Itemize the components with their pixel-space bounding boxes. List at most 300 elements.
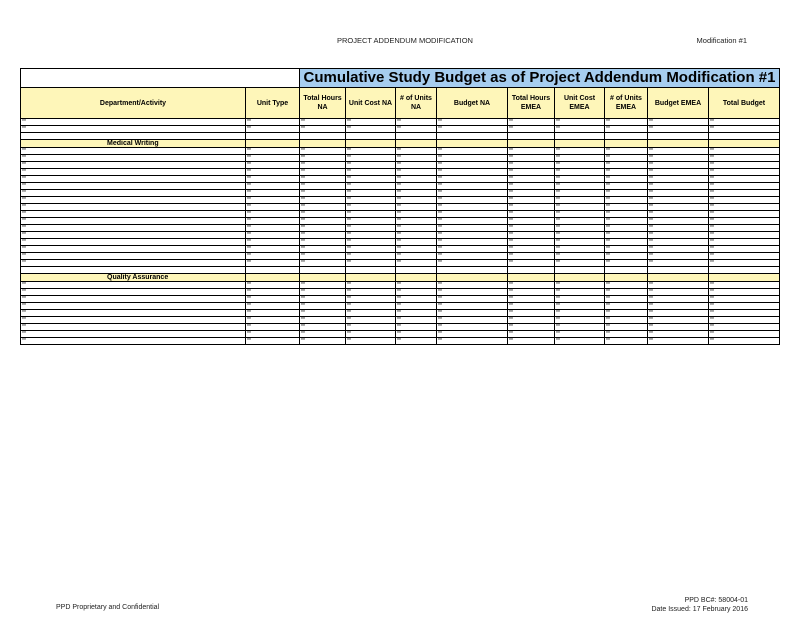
table-cell: ** <box>346 211 396 218</box>
table-cell: ** <box>555 197 605 204</box>
table-cell: ** <box>346 239 396 246</box>
section-cell <box>246 274 300 282</box>
blank-cell <box>396 267 437 274</box>
blank-cell <box>648 133 709 140</box>
column-header: Budget NA <box>437 88 508 119</box>
table-cell: ** <box>648 169 709 176</box>
table-cell: ** <box>396 148 437 155</box>
table-row <box>21 303 780 310</box>
table-cell: ** <box>605 190 648 197</box>
table-cell: ** <box>437 119 508 126</box>
table-row <box>21 324 780 331</box>
table-cell: ** <box>648 155 709 162</box>
table-cell: ** <box>437 211 508 218</box>
table-row <box>21 148 780 155</box>
table-cell: ** <box>437 183 508 190</box>
table-cell: ** <box>437 310 508 317</box>
table-cell: ** <box>346 317 396 324</box>
table-cell: ** <box>300 289 346 296</box>
table-cell: ** <box>648 225 709 232</box>
table-row <box>21 232 780 239</box>
table-row <box>21 197 780 204</box>
table-cell: ** <box>508 331 555 338</box>
table-cell: ** <box>648 239 709 246</box>
footer-confidential: PPD Proprietary and Confidential <box>56 604 160 611</box>
table-cell: ** <box>396 232 437 239</box>
table-cell: ** <box>300 190 346 197</box>
table-cell: ** <box>508 338 555 345</box>
table-cell: ** <box>437 296 508 303</box>
table-cell: ** <box>346 197 396 204</box>
table-cell: ** <box>648 126 709 133</box>
table-cell: ** <box>605 282 648 289</box>
table-cell: ** <box>555 225 605 232</box>
table-row <box>21 218 780 225</box>
table-cell: ** <box>300 176 346 183</box>
table-cell: ** <box>396 197 437 204</box>
table-row <box>21 260 780 267</box>
table-cell: ** <box>246 239 300 246</box>
table-row <box>21 310 780 317</box>
table-cell: ** <box>346 310 396 317</box>
table-cell: ** <box>648 331 709 338</box>
table-row <box>21 289 780 296</box>
table-cell: ** <box>21 317 246 324</box>
section-cell <box>508 140 555 148</box>
table-cell: ** <box>396 303 437 310</box>
table-cell: ** <box>246 260 300 267</box>
table-cell: ** <box>246 331 300 338</box>
table-cell: ** <box>437 331 508 338</box>
table-cell: ** <box>709 211 780 218</box>
table-cell: ** <box>396 253 437 260</box>
table-cell: ** <box>246 289 300 296</box>
table-cell: ** <box>246 218 300 225</box>
table-cell: ** <box>21 176 246 183</box>
table-row <box>21 246 780 253</box>
table-cell: ** <box>508 246 555 253</box>
table-cell: ** <box>21 162 246 169</box>
blank-cell <box>246 133 300 140</box>
table-cell: ** <box>396 190 437 197</box>
table-cell: ** <box>346 331 396 338</box>
column-header-row <box>21 88 780 119</box>
table-cell: ** <box>648 246 709 253</box>
table-cell: ** <box>437 246 508 253</box>
table-cell: ** <box>300 204 346 211</box>
table-cell: ** <box>709 204 780 211</box>
table-cell: ** <box>709 282 780 289</box>
table-cell: ** <box>555 204 605 211</box>
table-cell: ** <box>605 324 648 331</box>
table-row <box>21 239 780 246</box>
table-cell: ** <box>709 183 780 190</box>
table-cell: ** <box>555 282 605 289</box>
footer-info <box>651 596 748 614</box>
table-cell: ** <box>605 197 648 204</box>
table-cell: ** <box>21 324 246 331</box>
table-cell: ** <box>437 232 508 239</box>
blank-cell <box>300 267 346 274</box>
table-cell: ** <box>300 126 346 133</box>
table-row <box>21 331 780 338</box>
table-cell: ** <box>246 310 300 317</box>
table-cell: ** <box>605 317 648 324</box>
table-cell: ** <box>437 126 508 133</box>
column-header: Total Hours EMEA <box>508 88 555 119</box>
table-cell: ** <box>437 148 508 155</box>
table-cell: ** <box>21 197 246 204</box>
table-cell: ** <box>709 303 780 310</box>
table-cell: ** <box>346 183 396 190</box>
table-cell: ** <box>605 225 648 232</box>
blank-cell <box>346 133 396 140</box>
table-cell: ** <box>709 169 780 176</box>
table-cell: ** <box>605 310 648 317</box>
table-cell: ** <box>346 225 396 232</box>
table-cell: ** <box>346 253 396 260</box>
table-cell: ** <box>605 260 648 267</box>
table-cell: ** <box>648 183 709 190</box>
blank-cell <box>21 267 246 274</box>
table-cell: ** <box>21 289 246 296</box>
table-cell: ** <box>508 260 555 267</box>
table-cell: ** <box>346 246 396 253</box>
table-cell: ** <box>437 260 508 267</box>
table-cell: ** <box>508 190 555 197</box>
table-cell: ** <box>648 296 709 303</box>
table-cell: ** <box>508 317 555 324</box>
table-cell: ** <box>246 246 300 253</box>
table-cell: ** <box>709 232 780 239</box>
table-cell: ** <box>396 183 437 190</box>
section-header-row <box>21 140 780 148</box>
section-cell <box>437 140 508 148</box>
table-cell: ** <box>555 289 605 296</box>
table-cell: ** <box>605 126 648 133</box>
table-cell: ** <box>648 162 709 169</box>
blank-cell <box>555 267 605 274</box>
column-header: # of Units EMEA <box>605 88 648 119</box>
blank-row <box>21 133 780 140</box>
table-cell: ** <box>508 310 555 317</box>
table-row <box>21 176 780 183</box>
table-cell: ** <box>300 246 346 253</box>
table-row <box>21 155 780 162</box>
document-title: PROJECT ADDENDUM MODIFICATION <box>337 36 473 45</box>
table-cell: ** <box>508 218 555 225</box>
table-cell: ** <box>555 338 605 345</box>
table-cell: ** <box>246 232 300 239</box>
table-cell: ** <box>555 218 605 225</box>
table-cell: ** <box>21 183 246 190</box>
table-row <box>21 282 780 289</box>
table-cell: ** <box>605 296 648 303</box>
table-cell: ** <box>346 338 396 345</box>
table-cell: ** <box>396 317 437 324</box>
table-cell: ** <box>555 303 605 310</box>
table-cell: ** <box>300 162 346 169</box>
table-row <box>21 211 780 218</box>
table-cell: ** <box>396 169 437 176</box>
table-row <box>21 204 780 211</box>
table-cell: ** <box>648 289 709 296</box>
table-cell: ** <box>437 197 508 204</box>
table-cell: ** <box>605 176 648 183</box>
column-header: # of Units NA <box>396 88 437 119</box>
table-cell: ** <box>648 317 709 324</box>
column-header: Unit Type <box>246 88 300 119</box>
table-cell: ** <box>605 211 648 218</box>
table-cell: ** <box>605 148 648 155</box>
table-cell: ** <box>709 331 780 338</box>
blank-cell <box>396 133 437 140</box>
table-cell: ** <box>300 260 346 267</box>
table-cell: ** <box>246 148 300 155</box>
table-cell: ** <box>246 169 300 176</box>
table-cell: ** <box>555 162 605 169</box>
section-cell <box>396 140 437 148</box>
table-cell: ** <box>300 218 346 225</box>
table-cell: ** <box>21 239 246 246</box>
table-cell: ** <box>437 169 508 176</box>
table-cell: ** <box>437 176 508 183</box>
table-cell: ** <box>508 253 555 260</box>
table-cell: ** <box>605 303 648 310</box>
table-cell: ** <box>346 218 396 225</box>
blank-cell <box>508 133 555 140</box>
table-cell: ** <box>246 162 300 169</box>
table-cell: ** <box>508 232 555 239</box>
column-header: Unit Cost NA <box>346 88 396 119</box>
table-cell: ** <box>605 246 648 253</box>
table-cell: ** <box>346 204 396 211</box>
table-cell: ** <box>300 253 346 260</box>
table-cell: ** <box>300 239 346 246</box>
table-cell: ** <box>648 253 709 260</box>
table-cell: ** <box>346 162 396 169</box>
column-header: Total Hours NA <box>300 88 346 119</box>
table-cell: ** <box>648 119 709 126</box>
table-cell: ** <box>21 296 246 303</box>
table-cell: ** <box>21 218 246 225</box>
table-cell: ** <box>21 246 246 253</box>
table-cell: ** <box>555 296 605 303</box>
table-row <box>21 296 780 303</box>
table-cell: ** <box>605 289 648 296</box>
blank-cell <box>605 133 648 140</box>
modification-label: Modification #1 <box>696 36 747 45</box>
table-cell: ** <box>246 190 300 197</box>
table-cell: ** <box>508 211 555 218</box>
table-cell: ** <box>709 317 780 324</box>
table-cell: ** <box>555 211 605 218</box>
table-cell: ** <box>300 317 346 324</box>
table-cell: ** <box>709 119 780 126</box>
table-cell: ** <box>300 169 346 176</box>
table-cell: ** <box>605 169 648 176</box>
blank-cell <box>555 133 605 140</box>
table-cell: ** <box>648 282 709 289</box>
table-cell: ** <box>21 204 246 211</box>
table-row <box>21 338 780 345</box>
table-cell: ** <box>555 260 605 267</box>
table-cell: ** <box>396 246 437 253</box>
table-row <box>21 169 780 176</box>
table-cell: ** <box>605 253 648 260</box>
table-cell: ** <box>605 331 648 338</box>
table-cell: ** <box>346 119 396 126</box>
table-cell: ** <box>605 204 648 211</box>
table-cell: ** <box>21 331 246 338</box>
table-row <box>21 183 780 190</box>
table-cell: ** <box>21 310 246 317</box>
section-header-row <box>21 274 780 282</box>
table-row <box>21 119 780 126</box>
table-cell: ** <box>709 148 780 155</box>
blank-cell <box>709 133 780 140</box>
table-cell: ** <box>246 176 300 183</box>
table-cell: ** <box>300 324 346 331</box>
table-cell: ** <box>246 324 300 331</box>
blank-cell <box>300 133 346 140</box>
table-cell: ** <box>709 126 780 133</box>
table-cell: ** <box>246 317 300 324</box>
section-cell <box>555 274 605 282</box>
table-cell: ** <box>555 176 605 183</box>
table-cell: ** <box>396 204 437 211</box>
table-cell: ** <box>709 260 780 267</box>
table-cell: ** <box>605 183 648 190</box>
table-cell: ** <box>300 331 346 338</box>
title-blank-cell <box>21 69 300 88</box>
table-cell: ** <box>21 126 246 133</box>
table-cell: ** <box>555 126 605 133</box>
table-cell: ** <box>648 148 709 155</box>
table-cell: ** <box>508 239 555 246</box>
table-cell: ** <box>709 190 780 197</box>
table-row <box>21 253 780 260</box>
table-cell: ** <box>246 253 300 260</box>
table-cell: ** <box>709 225 780 232</box>
table-cell: ** <box>246 225 300 232</box>
table-cell: ** <box>300 197 346 204</box>
table-cell: ** <box>605 162 648 169</box>
table-cell: ** <box>605 218 648 225</box>
table-cell: ** <box>648 176 709 183</box>
table-cell: ** <box>709 176 780 183</box>
table-row <box>21 317 780 324</box>
table-cell: ** <box>648 232 709 239</box>
blank-cell <box>508 267 555 274</box>
table-cell: ** <box>508 176 555 183</box>
table-cell: ** <box>346 155 396 162</box>
table-cell: ** <box>555 310 605 317</box>
section-cell <box>396 274 437 282</box>
footer-date-issued: Date Issued: 17 February 2016 <box>651 606 748 613</box>
table-cell: ** <box>555 331 605 338</box>
budget-table <box>20 68 780 345</box>
table-cell: ** <box>648 324 709 331</box>
table-cell: ** <box>605 155 648 162</box>
table-cell: ** <box>437 162 508 169</box>
table-cell: ** <box>605 232 648 239</box>
section-name: Quality Assurance <box>21 274 246 282</box>
section-name: Medical Writing <box>21 140 246 148</box>
table-cell: ** <box>300 225 346 232</box>
section-cell <box>709 274 780 282</box>
table-cell: ** <box>246 211 300 218</box>
table-row <box>21 126 780 133</box>
table-cell: ** <box>648 260 709 267</box>
table-cell: ** <box>437 155 508 162</box>
section-cell <box>605 140 648 148</box>
table-cell: ** <box>246 282 300 289</box>
table-cell: ** <box>21 253 246 260</box>
table-cell: ** <box>648 303 709 310</box>
table-cell: ** <box>346 282 396 289</box>
table-cell: ** <box>648 190 709 197</box>
table-cell: ** <box>648 310 709 317</box>
table-cell: ** <box>437 225 508 232</box>
blank-cell <box>709 267 780 274</box>
table-cell: ** <box>437 282 508 289</box>
section-cell <box>346 140 396 148</box>
table-cell: ** <box>508 183 555 190</box>
blank-cell <box>346 267 396 274</box>
table-cell: ** <box>396 289 437 296</box>
table-cell: ** <box>396 155 437 162</box>
footer-bc-number: PPD BC#: 58004-01 <box>684 597 748 604</box>
table-cell: ** <box>346 296 396 303</box>
table-cell: ** <box>300 296 346 303</box>
table-cell: ** <box>300 282 346 289</box>
table-cell: ** <box>508 119 555 126</box>
table-cell: ** <box>555 317 605 324</box>
section-cell <box>300 274 346 282</box>
table-cell: ** <box>437 338 508 345</box>
blank-row <box>21 267 780 274</box>
table-cell: ** <box>709 246 780 253</box>
table-cell: ** <box>396 338 437 345</box>
table-cell: ** <box>508 162 555 169</box>
table-cell: ** <box>346 289 396 296</box>
section-cell <box>508 274 555 282</box>
table-cell: ** <box>709 155 780 162</box>
table-cell: ** <box>396 239 437 246</box>
table-cell: ** <box>709 162 780 169</box>
section-cell <box>300 140 346 148</box>
table-cell: ** <box>396 218 437 225</box>
column-header: Total Budget <box>709 88 780 119</box>
table-cell: ** <box>300 155 346 162</box>
table-cell: ** <box>246 303 300 310</box>
blank-cell <box>605 267 648 274</box>
table-cell: ** <box>508 289 555 296</box>
table-cell: ** <box>246 296 300 303</box>
table-cell: ** <box>437 204 508 211</box>
table-cell: ** <box>648 338 709 345</box>
table-cell: ** <box>246 119 300 126</box>
table-cell: ** <box>300 232 346 239</box>
table-cell: ** <box>508 155 555 162</box>
table-cell: ** <box>346 232 396 239</box>
table-cell: ** <box>648 211 709 218</box>
table-cell: ** <box>555 183 605 190</box>
column-header: Department/Activity <box>21 88 246 119</box>
blank-cell <box>437 267 508 274</box>
table-cell: ** <box>21 232 246 239</box>
